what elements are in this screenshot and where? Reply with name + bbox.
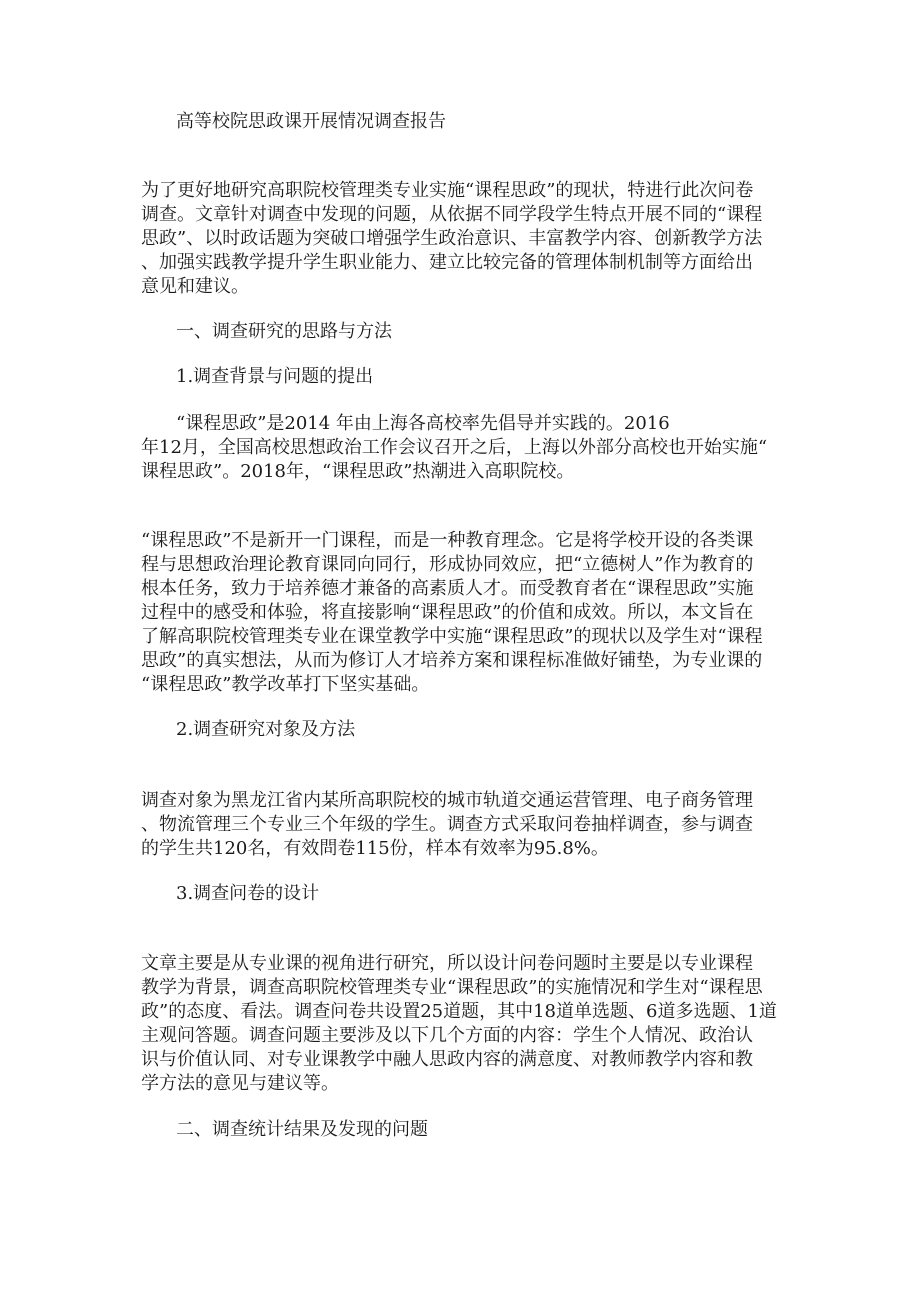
section-heading: 一、调查研究的思路与方法 bbox=[176, 321, 392, 342]
paragraph-line: 为了更好地研究高职院校管理类专业实施“课程思政”的现状，特进行此次问卷 bbox=[141, 180, 754, 201]
paragraph-line: 年12月，全国高校思想政治工作会议召开之后，上海以外部分高校也开始实施“ bbox=[141, 437, 768, 458]
paragraph-line: 、加强实践教学提升学生职业能力、建立比较完备的管理体制机制等方面给出 bbox=[141, 252, 753, 273]
paragraph-line: 程与思想政治理论教育课同向同行，形成协同效应，把“立德树人”作为教育的 bbox=[141, 554, 754, 575]
paragraph-line: 调查对象为黑龙江省内某所高职院校的城市轨道交通运营管理、电子商务管理 bbox=[141, 790, 753, 811]
paragraph-line: 调查。文章针对调查中发现的问题，从依据不同学段学生特点开展不同的“课程 bbox=[141, 204, 763, 225]
paragraph-line: 教学为背景，调查高职院校管理类专业“课程思政”的实施情况和学生对“课程思 bbox=[141, 977, 763, 998]
paragraph-line: 根本任务，致力于培养德才兼备的高素质人才。而受教育者在“课程思政”实施 bbox=[141, 578, 754, 599]
paragraph-line: 课程思政”。2018年，“课程思政”热潮进入高职院校。 bbox=[141, 461, 575, 482]
paragraph-line: 文章主要是从专业课的视角进行研究，所以设计问卷问题时主要是以专业课程 bbox=[141, 953, 753, 974]
section-heading: 二、调查统计结果及发现的问题 bbox=[176, 1119, 428, 1140]
paragraph-line: “课程思政”教学改革打下坚实基础。 bbox=[141, 674, 430, 695]
paragraph-line: 思政”的真实想法，从而为修订人才培养方案和课程标准做好铺垫，为专业课的 bbox=[141, 650, 763, 671]
paragraph-line: 过程中的感受和体验，将直接影响“课程思政”的价值和成效。所以，本文旨在 bbox=[141, 602, 754, 623]
paragraph-line: “课程思政”不是新开一门课程，而是一种教育理念。它是将学校开设的各类课 bbox=[141, 530, 754, 551]
paragraph-line: “课程思政”是2014 年由上海各高校率先倡导并实践的。2016 bbox=[176, 413, 670, 434]
paragraph-line: 政”的态度、看法。调查问卷共设置25道题，其中18道单选题、6道多选题、1道 bbox=[141, 1001, 777, 1022]
paragraph-line: 学方法的意见与建议等。 bbox=[141, 1073, 339, 1094]
paragraph-line: 的学生共120名，有效問卷115份，样本有效率为95.8%。 bbox=[141, 838, 609, 859]
paragraph-line: 主观问答题。调查问题主要涉及以下几个方面的内容：学生个人情况、政治认 bbox=[141, 1025, 753, 1046]
subsection-heading: 1.调查背景与问题的提出 bbox=[176, 366, 374, 387]
subsection-heading: 3.调查问卷的设计 bbox=[176, 883, 320, 904]
paragraph-line: 思政”、以时政话题为突破口增强学生政治意识、丰富教学内容、创新教学方法 bbox=[141, 228, 763, 249]
paragraph-line: 识与价值认同、对专业课教学中融人思政内容的满意度、对教师教学内容和教 bbox=[141, 1049, 753, 1070]
paragraph-line: 意见和建议。 bbox=[141, 276, 249, 297]
paragraph-line: 、物流管理三个专业三个年级的学生。调查方式采取问卷抽样调查，参与调查 bbox=[141, 814, 753, 835]
document-title: 高等校院思政课开展情况调查报告 bbox=[176, 111, 446, 132]
paragraph-line: 了解高职院校管理类专业在课堂教学中实施“课程思政”的现状以及学生对“课程 bbox=[141, 626, 763, 647]
subsection-heading: 2.调查研究对象及方法 bbox=[176, 719, 356, 740]
